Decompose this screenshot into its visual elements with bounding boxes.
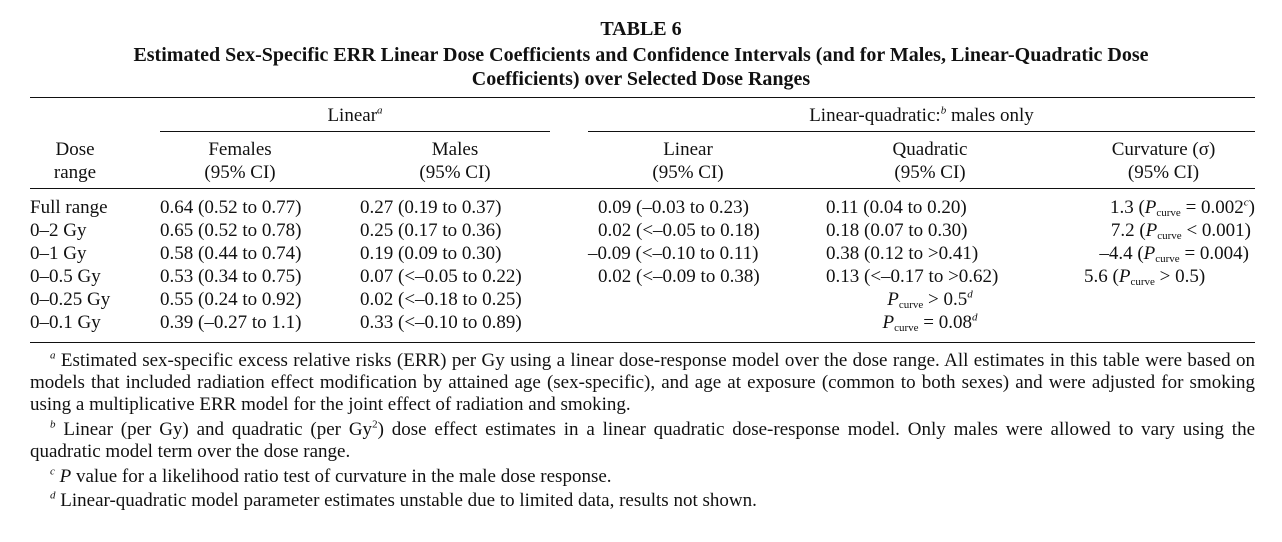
header-lq-linear — [588, 138, 788, 184]
table-title-line-1: Estimated Sex-Specific ERR Linear Dose Coefficients and Confidence Intervals (and for Males, Linear-Quadratic Dose — [133, 44, 1149, 66]
curv-value: –4.4 ( — [1099, 243, 1144, 264]
header-dose-line1: Dose — [55, 139, 95, 160]
header-females-line1: Females — [208, 139, 272, 160]
table-number: TABLE 6 — [600, 18, 682, 40]
cell-males: 0.27 (0.19 to 0.37) — [360, 197, 502, 218]
curv-rel: > 0.5 — [1154, 266, 1199, 287]
p-letter: P — [887, 289, 899, 310]
p-sub: curve — [898, 299, 924, 311]
cell-dose: Full range — [30, 197, 108, 218]
group-linear-label: Linear — [327, 105, 378, 126]
group-lq-suffix: males only — [946, 105, 1034, 126]
group-header-linear-quadratic — [588, 104, 1255, 127]
cell-dose: 0–0.1 Gy — [30, 312, 101, 333]
footnote-b — [30, 419, 1255, 463]
p-sub: curve — [894, 322, 919, 334]
cell-males: 0.19 (0.09 to 0.30) — [360, 243, 502, 264]
footnote-d-mark: d — [50, 489, 56, 502]
group-lq-sup: b — [940, 104, 947, 117]
top-rule — [30, 97, 1255, 98]
p-letter: P — [1118, 266, 1131, 287]
cell-dose: 0–1 Gy — [30, 243, 87, 264]
footnote-b-text1: Linear (per Gy) and quadratic (per Gy — [55, 419, 373, 440]
merged-sup: d — [967, 288, 973, 301]
group-rule-linear — [160, 131, 550, 132]
header-quadratic — [825, 138, 1035, 184]
group-header-linear — [160, 104, 550, 127]
cell-males: 0.07 (<–0.05 to 0.22) — [360, 266, 522, 287]
footnote-a — [30, 350, 1255, 416]
cell-lq-quadratic: 0.18 (0.07 to 0.30) — [826, 220, 968, 241]
cell-lq-linear: 0.09 (–0.03 to 0.23) — [598, 197, 749, 218]
p-sub: curve — [1155, 253, 1180, 265]
footnote-a-text: Estimated sex-specific excess relative risks (ERR) per Gy using a linear dose-response model over the dose range. All estimates in this table were based on models that included radiation effect modification by attained age (sex-specific), and age at exposure (common to both sexes) and were adjusted for smoking using a multiplicative ERR model for the joint effect of radiation and smoking. — [30, 350, 1255, 415]
curv-rel: = 0.002 — [1180, 197, 1244, 218]
cell-females: 0.65 (0.52 to 0.78) — [160, 220, 302, 241]
curv-value: 1.3 ( — [1109, 197, 1145, 218]
cell-lq-linear: 0.02 (<–0.09 to 0.38) — [598, 266, 760, 287]
curv-end: ) — [1244, 220, 1251, 241]
footnote-d — [30, 490, 1255, 512]
cell-males: 0.33 (<–0.10 to 0.89) — [360, 312, 522, 333]
cell-lq-linear: 0.02 (<–0.05 to 0.18) — [598, 220, 760, 241]
group-lq-prefix: Linear-quadratic: — [809, 105, 941, 126]
curv-sup: c — [1243, 196, 1249, 209]
p-letter: P — [1145, 220, 1158, 241]
cell-females: 0.64 (0.52 to 0.77) — [160, 197, 302, 218]
cell-dose: 0–0.25 Gy — [30, 289, 111, 310]
header-lq-linear-line2: (95% CI) — [652, 162, 724, 183]
curv-value: 7.2 ( — [1110, 220, 1146, 241]
cell-curvature — [1084, 265, 1205, 294]
merged-rel: = 0.08 — [918, 312, 972, 333]
curv-end: ) — [1242, 243, 1249, 264]
curv-end: ) — [1248, 197, 1255, 218]
merged-sup: d — [972, 311, 978, 324]
footnote-b-text2: ) dose effect estimates in a linear quadratic dose-response model. Only males were allowed to vary using the quadratic model term over the dose range. — [30, 419, 1255, 462]
curv-value: 5.6 ( — [1084, 266, 1119, 287]
header-females — [160, 138, 320, 184]
header-dose-range — [30, 138, 120, 184]
header-males-line1: Males — [431, 139, 479, 160]
cell-females: 0.53 (0.34 to 0.75) — [160, 266, 302, 287]
curv-rel: = 0.004 — [1179, 243, 1243, 264]
curv-rel: < 0.001 — [1181, 220, 1245, 241]
cell-dose: 0–0.5 Gy — [30, 266, 101, 287]
footnote-d-text: Linear-quadratic model parameter estimates unstable due to limited data, results not shown. — [55, 490, 757, 511]
cell-lq-merged — [760, 311, 1100, 340]
footnote-c-text: value for a likelihood ratio test of curvature in the male dose response. — [71, 466, 612, 487]
cell-females: 0.58 (0.44 to 0.74) — [160, 243, 302, 264]
header-males-line2: (95% CI) — [419, 162, 491, 183]
header-curvature-line2: (95% CI) — [1127, 162, 1200, 183]
cell-lq-quadratic: 0.38 (0.12 to >0.41) — [826, 243, 979, 264]
group-linear-sup: a — [377, 104, 383, 117]
p-sub: curve — [1156, 207, 1181, 219]
p-letter: P — [1143, 243, 1156, 264]
cell-lq-quadratic: 0.13 (<–0.17 to >0.62) — [826, 266, 999, 287]
cell-females: 0.39 (–0.27 to 1.1) — [160, 312, 302, 333]
footnote-b-mark: b — [50, 418, 56, 431]
group-rule-lq — [588, 131, 1255, 132]
table-title-line-2: Coefficients) over Selected Dose Ranges — [471, 68, 811, 90]
p-sub: curve — [1157, 230, 1182, 242]
merged-rel: > 0.5 — [923, 289, 968, 310]
cell-dose: 0–2 Gy — [30, 220, 87, 241]
footnote-a-mark: a — [50, 349, 56, 362]
cell-lq-linear: –0.09 (<–0.10 to 0.11) — [588, 243, 759, 264]
footnote-c — [30, 466, 1255, 488]
header-quadratic-line1: Quadratic — [892, 139, 968, 160]
footnote-c-mark: c — [50, 465, 55, 478]
header-rule — [30, 188, 1255, 189]
cell-lq-quadratic: 0.11 (0.04 to 0.20) — [826, 197, 967, 218]
cell-males: 0.02 (<–0.18 to 0.25) — [360, 289, 522, 310]
header-males — [360, 138, 550, 184]
header-dose-line2: range — [53, 162, 97, 183]
header-quadratic-line2: (95% CI) — [894, 162, 966, 183]
footnote-b-sup: 2 — [372, 418, 378, 431]
header-lq-linear-line1: Linear — [663, 139, 713, 160]
bottom-rule — [30, 342, 1255, 343]
p-sub: curve — [1130, 276, 1155, 288]
curv-end: ) — [1198, 266, 1206, 287]
p-letter: P — [1144, 197, 1157, 218]
header-curvature — [1072, 138, 1255, 184]
cell-females: 0.55 (0.24 to 0.92) — [160, 289, 302, 310]
footnote-c-p: P — [59, 466, 72, 487]
header-curvature-line1: Curvature (σ) — [1111, 139, 1216, 160]
header-females-line2: (95% CI) — [204, 162, 276, 183]
cell-males: 0.25 (0.17 to 0.36) — [360, 220, 502, 241]
p-letter: P — [882, 312, 895, 333]
